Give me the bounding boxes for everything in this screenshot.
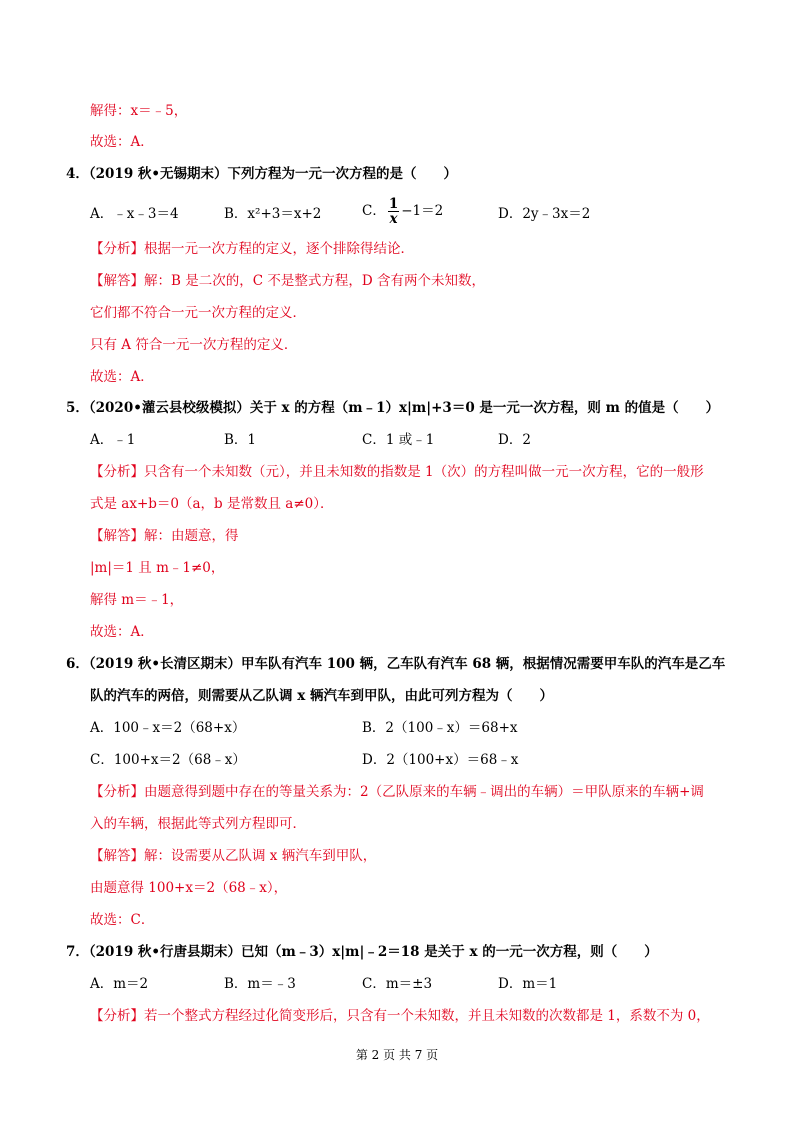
solution-line: 解得：x＝﹣5，	[90, 103, 188, 119]
q7-option-a: A．m＝2	[90, 976, 149, 992]
q6-option-b: B．2（100﹣x）＝68+x	[362, 720, 518, 736]
q5-analysis-line2: 式是 ax+b＝0（a，b 是常数且 a≠0）．	[90, 496, 334, 512]
q7-option-c: C．m＝±3	[362, 976, 433, 992]
q7-option-b: B．m＝﹣3	[224, 976, 296, 992]
q5-option-d: D．2	[498, 432, 531, 448]
q6-option-c: C．100+x＝2（68﹣x）	[90, 752, 246, 768]
fraction	[388, 197, 399, 226]
q4-option-c-prefix: C．	[362, 203, 386, 219]
answer-line: 故选：A．	[90, 134, 154, 150]
q5-option-a: A．﹣1	[90, 432, 136, 448]
q5-option-c: C．1 或﹣1	[362, 432, 435, 448]
q6-analysis: 【分析】由题意得到题中存在的等量关系为：2（乙队原来的车辆﹣调出的车辆）＝甲队原来的车辆+调	[90, 784, 704, 800]
q6-option-d: D．2（100+x）＝68﹣x	[362, 752, 519, 768]
q4-option-d: D．2y﹣3x＝2	[498, 206, 591, 222]
q5-answer: 故选：A．	[90, 624, 154, 640]
q6-solution: 【解答】解：设需要从乙队调 x 辆汽车到甲队，	[90, 848, 377, 864]
q5-solution-line3: 解得 m＝﹣1，	[90, 592, 184, 608]
q4-option-b: B．x²+3＝x+2	[224, 206, 322, 222]
q7-option-d: D．m＝1	[498, 976, 558, 992]
q4-solution-line3: 只有 A 符合一元一次方程的定义．	[90, 337, 298, 353]
question-7-stem: 7．（2019 秋•行唐县期末）已知（m﹣3）x|m|﹣2＝18 是关于 x 的一元一次方程，则（ ）	[66, 944, 658, 960]
q7-analysis: 【分析】若一个整式方程经过化简变形后，只含有一个未知数，并且未知数的次数都是 1，系数不为 0，	[90, 1008, 710, 1024]
q4-option-c	[362, 197, 443, 226]
q5-option-b: B．1	[224, 432, 257, 448]
q5-analysis: 【分析】只含有一个未知数（元），并且未知数的指数是 1（次）的方程叫做一元一次方程，它的一般形	[90, 464, 704, 480]
question-6-stem-line2: 队的汽车的两倍，则需要从乙队调 x 辆汽车到甲队，由此可列方程为（ ）	[90, 688, 553, 704]
q5-solution-line2: |m|＝1 且 m﹣1≠0，	[90, 560, 225, 576]
q4-option-c-suffix: −1＝2	[401, 203, 444, 219]
question-5-stem: 5．（2020•灌云县校级模拟）关于 x 的方程（m﹣1）x|m|+3＝0 是一元一次方程，则 m 的值是（ ）	[66, 400, 720, 416]
question-6-stem: 6．（2019 秋•长清区期末）甲车队有汽车 100 辆，乙车队有汽车 68 辆，根据情况需要甲车队的汽车是乙车	[66, 656, 726, 672]
fraction-numerator: 1	[388, 196, 399, 212]
q6-option-a: A．100﹣x＝2（68+x）	[90, 720, 246, 736]
question-4-stem: 4．（2019 秋•无锡期末）下列方程为一元一次方程的是（ ）	[66, 166, 458, 182]
q6-analysis-line2: 入的车辆，根据此等式列方程即可．	[90, 816, 306, 832]
q4-option-a: A．﹣x﹣3＝4	[90, 206, 179, 222]
q4-answer: 故选：A．	[90, 369, 154, 385]
page-footer: 第 2 页 共 7 页	[355, 1048, 439, 1062]
q6-answer: 故选：C．	[90, 912, 155, 928]
q4-solution: 【解答】解：B 是二次的，C 不是整式方程，D 含有两个未知数，	[90, 273, 485, 289]
q4-solution-line2: 它们都不符合一元一次方程的定义．	[90, 305, 306, 321]
fraction-denominator: x	[389, 211, 398, 227]
q4-analysis: 【分析】根据一元一次方程的定义，逐个排除得结论．	[90, 241, 414, 257]
q6-solution-line2: 由题意得 100+x＝2（68﹣x），	[90, 880, 288, 896]
q5-solution: 【解答】解：由题意，得	[90, 528, 239, 544]
